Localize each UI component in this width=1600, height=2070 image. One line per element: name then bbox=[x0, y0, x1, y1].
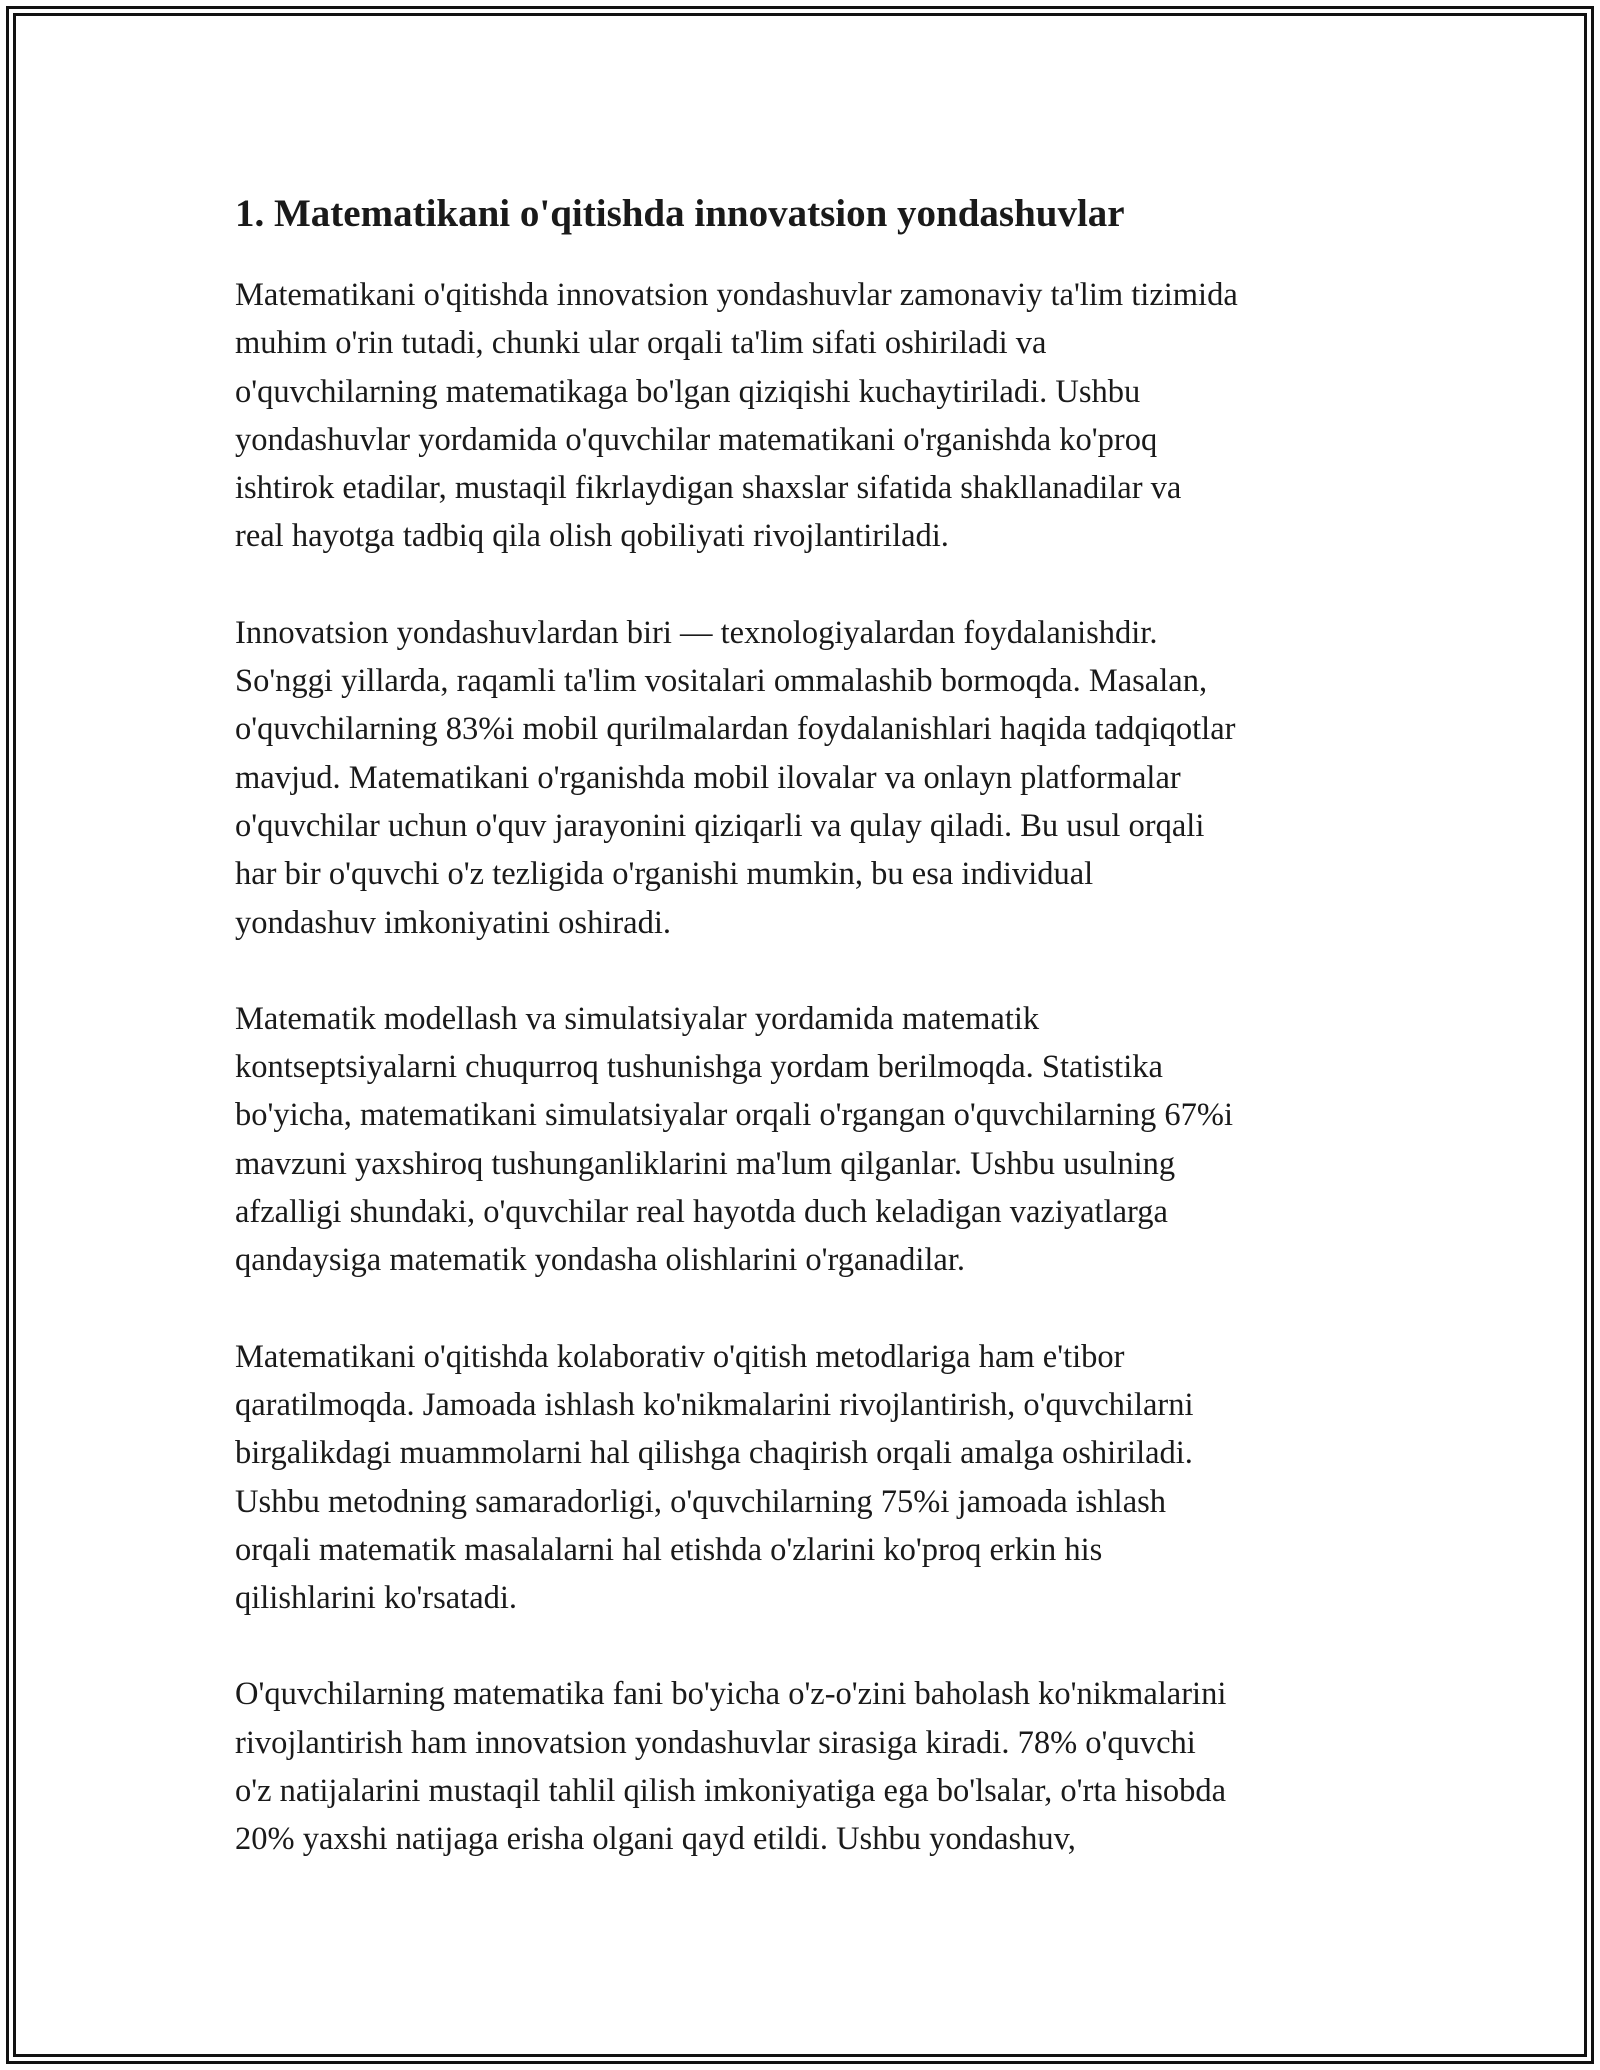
text-line: mavzuni yaxshiroq tushunganliklarini ma'lum qilganlar. Ushbu usulning bbox=[235, 1145, 1176, 1182]
text-line: Matematikani o'qitishda innovatsion yondashuvlar zamonaviy ta'lim tizimida bbox=[235, 277, 1238, 313]
text-line: o'z natijalarini mustaqil tahlil qilish imkoniyatiga ega bo'lsalar, o'rta hisobda bbox=[235, 1773, 1227, 1810]
paragraph-self-assessment bbox=[235, 1670, 1375, 1863]
text-line: bo'yicha, matematikani simulatsiyalar orqali o'rgangan o'quvchilarning 67%i bbox=[235, 1097, 1234, 1134]
text-line: orqali matematik masalalarni hal etishda o'zlarini ko'proq erkin his bbox=[235, 1531, 1103, 1568]
section-heading: 1. Matematikani o'qitishda innovatsion yondashuvlar bbox=[235, 192, 1125, 235]
text-line: o'quvchilarning matematikaga bo'lgan qiziqishi kuchaytiriladi. Ushbu bbox=[235, 373, 1141, 410]
text-line: o'quvchilar uchun o'quv jarayonini qiziqarli va qulay qiladi. Bu usul orqali bbox=[235, 807, 1205, 844]
text-line: qilishlarini ko'rsatadi. bbox=[235, 1580, 518, 1617]
document-body bbox=[235, 183, 1375, 1912]
paragraph-technology bbox=[235, 609, 1375, 947]
text-line: 20% yaxshi natijaga erisha olgani qayd etildi. Ushbu yondashuv, bbox=[235, 1821, 1076, 1858]
text-line: afzalligi shundaki, o'quvchilar real hayotda duch keladigan vaziyatlarga bbox=[235, 1194, 1168, 1231]
text-line: yondashuv imkoniyatini oshiradi. bbox=[235, 904, 672, 941]
text-line: ishtirok etadilar, mustaqil fikrlaydigan shaxslar sifatida shakllanadilar va bbox=[235, 470, 1182, 507]
text-line: qaratilmoqda. Jamoada ishlash ko'nikmalarini rivojlantirish, o'quvchilarni bbox=[235, 1386, 1194, 1423]
text-line: Matematik modellash va simulatsiyalar yordamida matematik bbox=[235, 1000, 1040, 1037]
text-line: Ushbu metodning samaradorligi, o'quvchilarning 75%i jamoada ishlash bbox=[235, 1483, 1167, 1520]
text-line: kontseptsiyalarni chuqurroq tushunishga yordam berilmoqda. Statistika bbox=[235, 1049, 1163, 1086]
text-line: So'nggi yillarda, raqamli ta'lim vositalari ommalashib bormoqda. Masalan, bbox=[235, 663, 1208, 700]
paragraph-modelling bbox=[235, 995, 1375, 1285]
text-line: rivojlantirish ham innovatsion yondashuvlar sirasiga kiradi. 78% o'quvchi bbox=[235, 1724, 1196, 1761]
paragraph-intro bbox=[235, 271, 1375, 561]
paragraph-collaborative bbox=[235, 1333, 1375, 1623]
text-line: Innovatsion yondashuvlardan biri — texnologiyalardan foydalanishdir. bbox=[235, 614, 1158, 651]
text-line: har bir o'quvchi o'z tezligida o'rganishi mumkin, bu esa individual bbox=[235, 856, 1094, 893]
text-line: mavjud. Matematikani o'rganishda mobil ilovalar va onlayn platformalar bbox=[235, 759, 1181, 796]
text-line: Matematikani o'qitishda kolaborativ o'qitish metodlariga ham e'tibor bbox=[235, 1338, 1125, 1375]
text-line: o'quvchilarning 83%i mobil qurilmalardan foydalanishlari haqida tadqiqotlar bbox=[235, 711, 1236, 748]
text-line: O'quvchilarning matematika fani bo'yicha o'z-o'zini baholash ko'nikmalarini bbox=[235, 1676, 1227, 1713]
text-line: birgalikdagi muammolarni hal qilishga chaqirish orqali amalga oshiriladi. bbox=[235, 1435, 1193, 1472]
text-line: real hayotga tadbiq qila olish qobiliyati rivojlantiriladi. bbox=[235, 518, 949, 555]
text-line: qandaysiga matematik yondasha olishlarini o'rganadilar. bbox=[235, 1242, 965, 1279]
text-line: muhim o'rin tutadi, chunki ular orqali ta'lim sifati oshiriladi va bbox=[235, 325, 1047, 362]
text-line: yondashuvlar yordamida o'quvchilar matematikani o'rganishda ko'proq bbox=[235, 421, 1158, 458]
